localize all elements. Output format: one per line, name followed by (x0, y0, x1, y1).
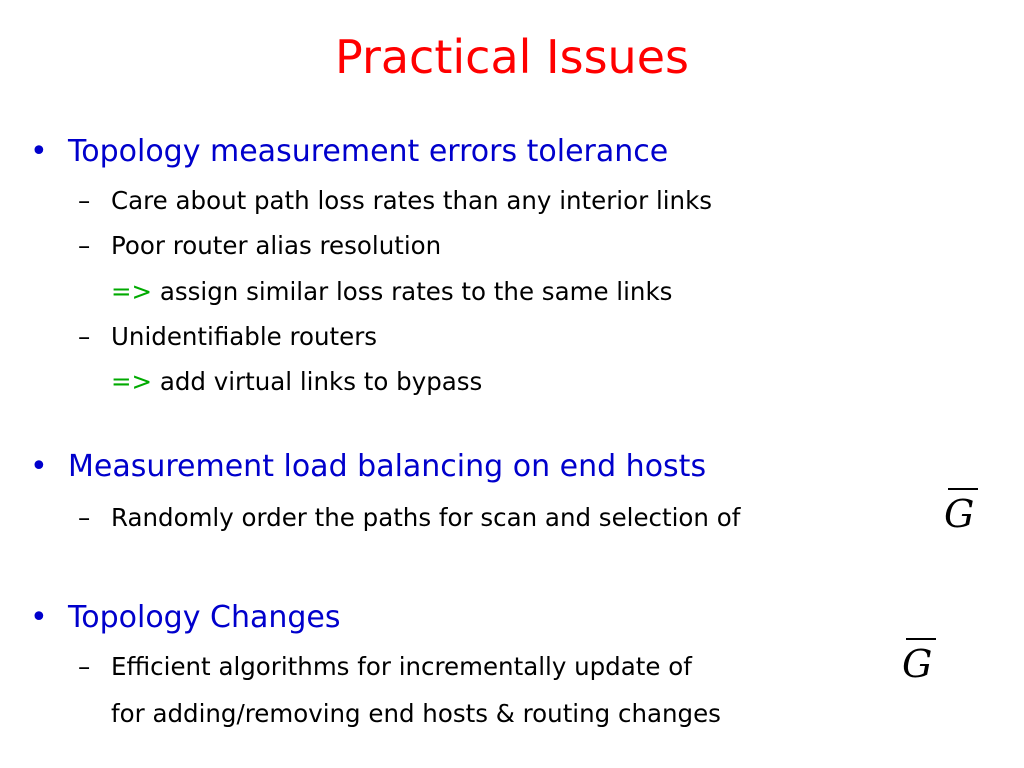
g-bar-symbol (944, 488, 990, 538)
overline (948, 488, 978, 490)
bullet-load-balancing (30, 449, 706, 485)
bullet-marker: • (30, 600, 48, 635)
dash-marker: – (78, 652, 91, 681)
subitem-text: Randomly order the paths for scan and selection of (111, 503, 741, 532)
subitem-text: Efficient algorithms for incrementally update of (111, 652, 692, 681)
continuation-alias-resolution (111, 277, 672, 307)
dash-marker: – (78, 503, 91, 532)
bullet-topology-errors (30, 134, 668, 170)
bullet-text: Measurement load balancing on end hosts (68, 449, 707, 484)
bullet-topology-changes (30, 600, 341, 636)
subitem-text: Unidentifiable routers (111, 322, 378, 351)
dash-marker: – (78, 186, 91, 215)
bullet-text: Topology Changes (68, 600, 341, 635)
g-glyph: G (902, 642, 933, 686)
subitem-random-order (78, 503, 740, 533)
continuation-efficient-algorithms (111, 699, 721, 729)
subitem-unidentifiable-routers (78, 322, 377, 352)
dash-marker: – (78, 231, 91, 260)
implies-arrow: => (111, 367, 153, 396)
bullet-marker: • (30, 449, 48, 484)
continuation-text: for adding/removing end hosts & routing changes (111, 699, 721, 728)
subitem-efficient-algorithms (78, 652, 692, 682)
slide-title: Practical Issues (335, 30, 689, 84)
implies-arrow: => (111, 277, 153, 306)
subitem-path-loss (78, 186, 712, 216)
continuation-text: assign similar loss rates to the same links (152, 277, 673, 306)
continuation-text: add virtual links to bypass (152, 367, 483, 396)
subitem-text: Care about path loss rates than any interior links (111, 186, 713, 215)
bullet-text: Topology measurement errors tolerance (68, 134, 669, 169)
g-glyph: G (944, 492, 975, 536)
dash-marker: – (78, 322, 91, 351)
subitem-alias-resolution (78, 231, 441, 261)
g-bar-symbol (902, 638, 948, 688)
continuation-unidentifiable-routers (111, 367, 482, 397)
overline (906, 638, 936, 640)
bullet-marker: • (30, 134, 48, 169)
subitem-text: Poor router alias resolution (111, 231, 442, 260)
